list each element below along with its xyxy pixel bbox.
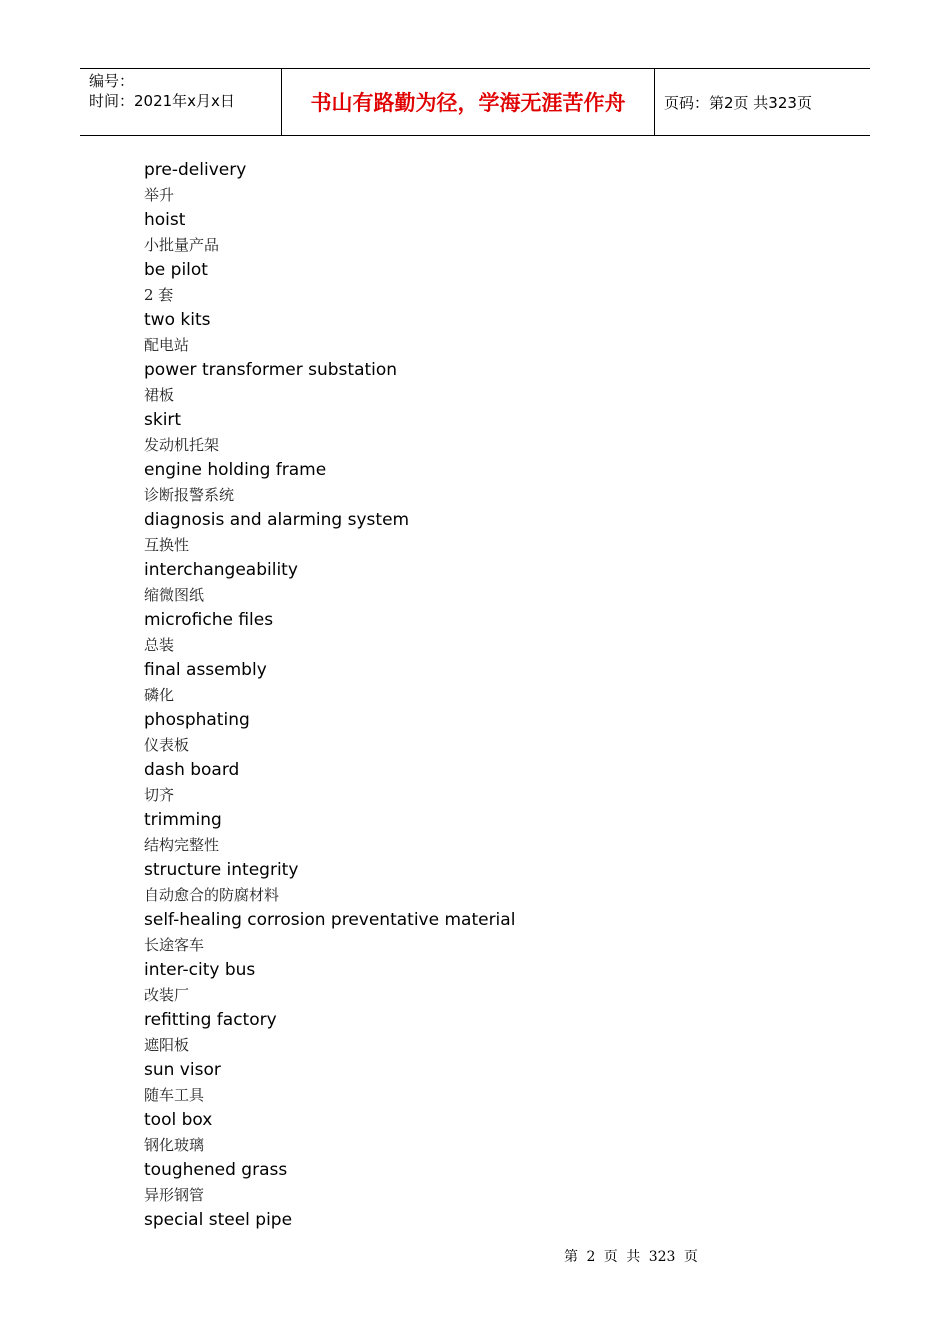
- page-footer: 第 2 页 共 323 页: [564, 1249, 698, 1265]
- term-chinese: 发动机托架: [144, 436, 220, 454]
- term-chinese: 配电站: [144, 336, 190, 354]
- term-english: refitting factory: [144, 1010, 277, 1030]
- term-chinese: 自动愈合的防腐材料: [144, 886, 280, 904]
- term-chinese: 异形钢管: [144, 1186, 205, 1204]
- term-chinese: 举升: [144, 186, 175, 204]
- lead-term: pre-delivery: [144, 160, 247, 180]
- term-english: diagnosis and alarming system: [144, 510, 410, 530]
- header-page-cell: [655, 69, 870, 135]
- term-chinese: 裙板: [144, 386, 175, 404]
- term-english: be pilot: [144, 260, 208, 280]
- term-english: tool box: [144, 1110, 213, 1130]
- term-chinese: 仪表板: [144, 736, 190, 754]
- term-english: microfiche files: [144, 610, 274, 630]
- term-english: skirt: [144, 410, 182, 430]
- term-english: power transformer substation: [144, 360, 398, 380]
- term-chinese: 互换性: [144, 536, 190, 554]
- term-english: dash board: [144, 760, 240, 780]
- term-english: two kits: [144, 310, 211, 330]
- term-english: toughened grass: [144, 1160, 288, 1180]
- term-chinese: 磷化: [144, 686, 175, 704]
- term-chinese: 诊断报警系统: [144, 486, 235, 504]
- term-chinese: 长途客车: [144, 936, 205, 954]
- term-english: self-healing corrosion preventative material: [144, 910, 516, 930]
- term-english: inter-city bus: [144, 960, 256, 980]
- term-chinese: 2 套: [144, 286, 174, 304]
- term-english: hoist: [144, 210, 186, 230]
- term-chinese: 结构完整性: [144, 836, 220, 854]
- term-english: phosphating: [144, 710, 250, 730]
- term-english: engine holding frame: [144, 460, 327, 480]
- term-chinese: 改装厂: [144, 986, 190, 1004]
- term-chinese: 缩微图纸: [144, 586, 205, 604]
- term-english: trimming: [144, 810, 222, 830]
- term-chinese: 遮阳板: [144, 1036, 190, 1054]
- term-english: interchangeability: [144, 560, 298, 580]
- term-chinese: 小批量产品: [144, 236, 220, 254]
- header-left-cell: [80, 69, 281, 135]
- term-chinese: 切齐: [144, 786, 175, 804]
- term-chinese: 总装: [144, 636, 175, 654]
- header-page-info: 页码：第2页 共323页: [664, 93, 812, 112]
- glossary-list: [144, 158, 844, 1233]
- term-english: structure integrity: [144, 860, 299, 880]
- term-chinese: 钢化玻璃: [144, 1136, 205, 1154]
- page-header: [80, 68, 870, 136]
- document-number-label: 编号：: [89, 72, 135, 90]
- term-english: special steel pipe: [144, 1210, 293, 1230]
- term-chinese: 随车工具: [144, 1086, 205, 1104]
- document-date-label: 时间：2021年x月x日: [89, 92, 235, 110]
- header-motto: 书山有路勤为径，学海无涯苦作舟: [310, 91, 626, 115]
- header-motto-cell: [281, 69, 655, 135]
- term-english: sun visor: [144, 1060, 221, 1080]
- term-english: final assembly: [144, 660, 267, 680]
